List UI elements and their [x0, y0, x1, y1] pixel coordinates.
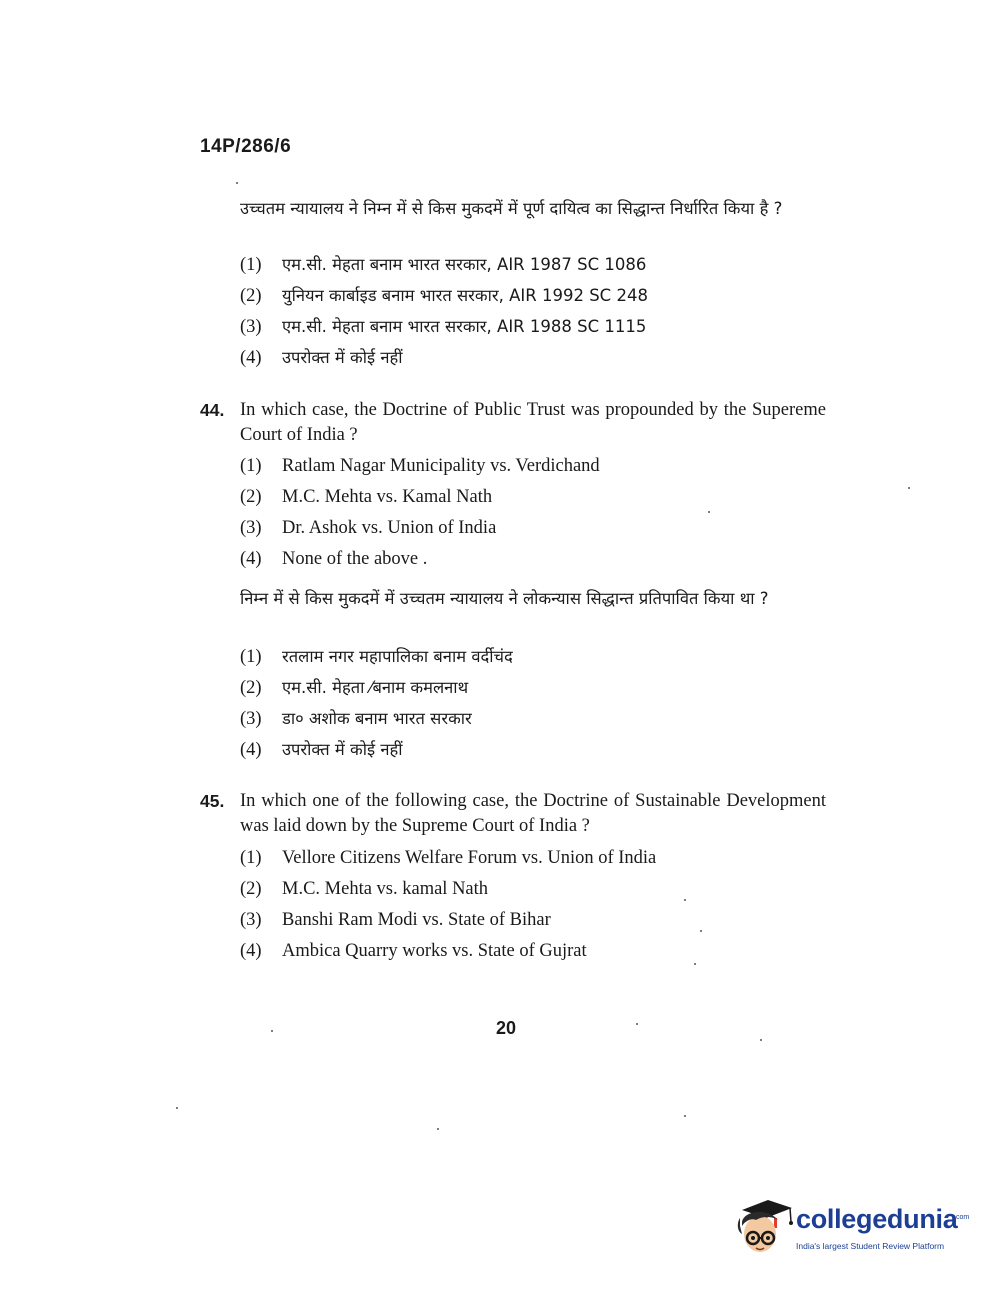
q45-question: In which one of the following case, the Doctrine of Sustainable Development was laid down by the Supreme Court of India ? — [240, 791, 826, 836]
q45-number: 45. — [200, 791, 225, 811]
scan-speck — [684, 1115, 686, 1117]
scan-speck — [437, 1128, 439, 1130]
brand-name: collegedunia — [796, 1204, 958, 1234]
q43-hindi-option-1: (1) एम.सी. मेहता बनाम भारत सरकार, AIR 1987 SC 1086 — [240, 255, 647, 275]
scan-speck — [708, 511, 710, 513]
brand-tagline: India's largest Student Review Platform — [796, 1241, 945, 1251]
brand-domain-suffix: .com — [954, 1214, 970, 1221]
q43-hindi-option-3: (3) एम.सी. मेहता बनाम भारत सरकार, AIR 1988 SC 1115 — [240, 317, 647, 337]
q45-option-2: (2) M.C. Mehta vs. kamal Nath — [240, 879, 489, 899]
page-number: 20 — [496, 1018, 517, 1038]
paper-code: 14P/286/6 — [200, 136, 292, 157]
collegedunia-watermark — [734, 1196, 970, 1266]
q44-option-1: (1) Ratlam Nagar Municipality vs. Verdichand — [240, 456, 600, 476]
scan-speck — [636, 1023, 638, 1025]
q44-hindi-option-2: (2) एम.सी. मेहता ⁄बनाम कमलनाथ — [240, 678, 469, 698]
scan-speck — [700, 930, 702, 932]
q44-option-4: (4) None of the above . — [240, 549, 428, 569]
mascot-graduation-cap-icon — [734, 1196, 794, 1260]
q44-hindi-option-1: (1) रतलाम नगर महापालिका बनाम वर्दीचंद — [240, 647, 513, 667]
scan-speck — [271, 1030, 273, 1032]
q43-hindi-option-4: (4) उपरोक्त में कोई नहीं — [240, 348, 403, 368]
q44-hindi-question: निम्न में से किस मुकदमें में उच्चतम न्यायालय ने लोकन्यास सिद्धान्त प्रतिपावित किया था ? — [240, 589, 769, 608]
q44-option-2: (2) M.C. Mehta vs. Kamal Nath — [240, 487, 493, 507]
q44-option-3: (3) Dr. Ashok vs. Union of India — [240, 518, 497, 538]
q43-hindi-option-2: (2) युनियन कार्बाइड बनाम भारत सरकार, AIR 1992 SC 248 — [240, 286, 648, 306]
scan-speck — [694, 963, 696, 965]
scan-speck — [684, 899, 686, 901]
q44-hindi-option-3: (3) डा० अशोक बनाम भारत सरकार — [240, 709, 472, 729]
q43-hindi-question: उच्चतम न्यायालय ने निम्न में से किस मुकदमें में पूर्ण दायित्व का सिद्धान्त निर्धारित किया है ? — [240, 199, 783, 218]
q45-option-4: (4) Ambica Quarry works vs. State of Gujrat — [240, 941, 587, 961]
q44-number: 44. — [200, 400, 225, 420]
scan-speck — [236, 182, 238, 184]
q45-option-3: (3) Banshi Ram Modi vs. State of Bihar — [240, 910, 551, 930]
scan-speck — [908, 487, 910, 489]
q45-option-1: (1) Vellore Citizens Welfare Forum vs. Union of India — [240, 848, 657, 868]
q44-question: In which case, the Doctrine of Public Trust was propounded by the Supereme Court of India ? — [240, 400, 826, 445]
scan-speck — [176, 1107, 178, 1109]
scan-speck — [760, 1039, 762, 1041]
q44-hindi-option-4: (4) उपरोक्त में कोई नहीं — [240, 740, 403, 760]
